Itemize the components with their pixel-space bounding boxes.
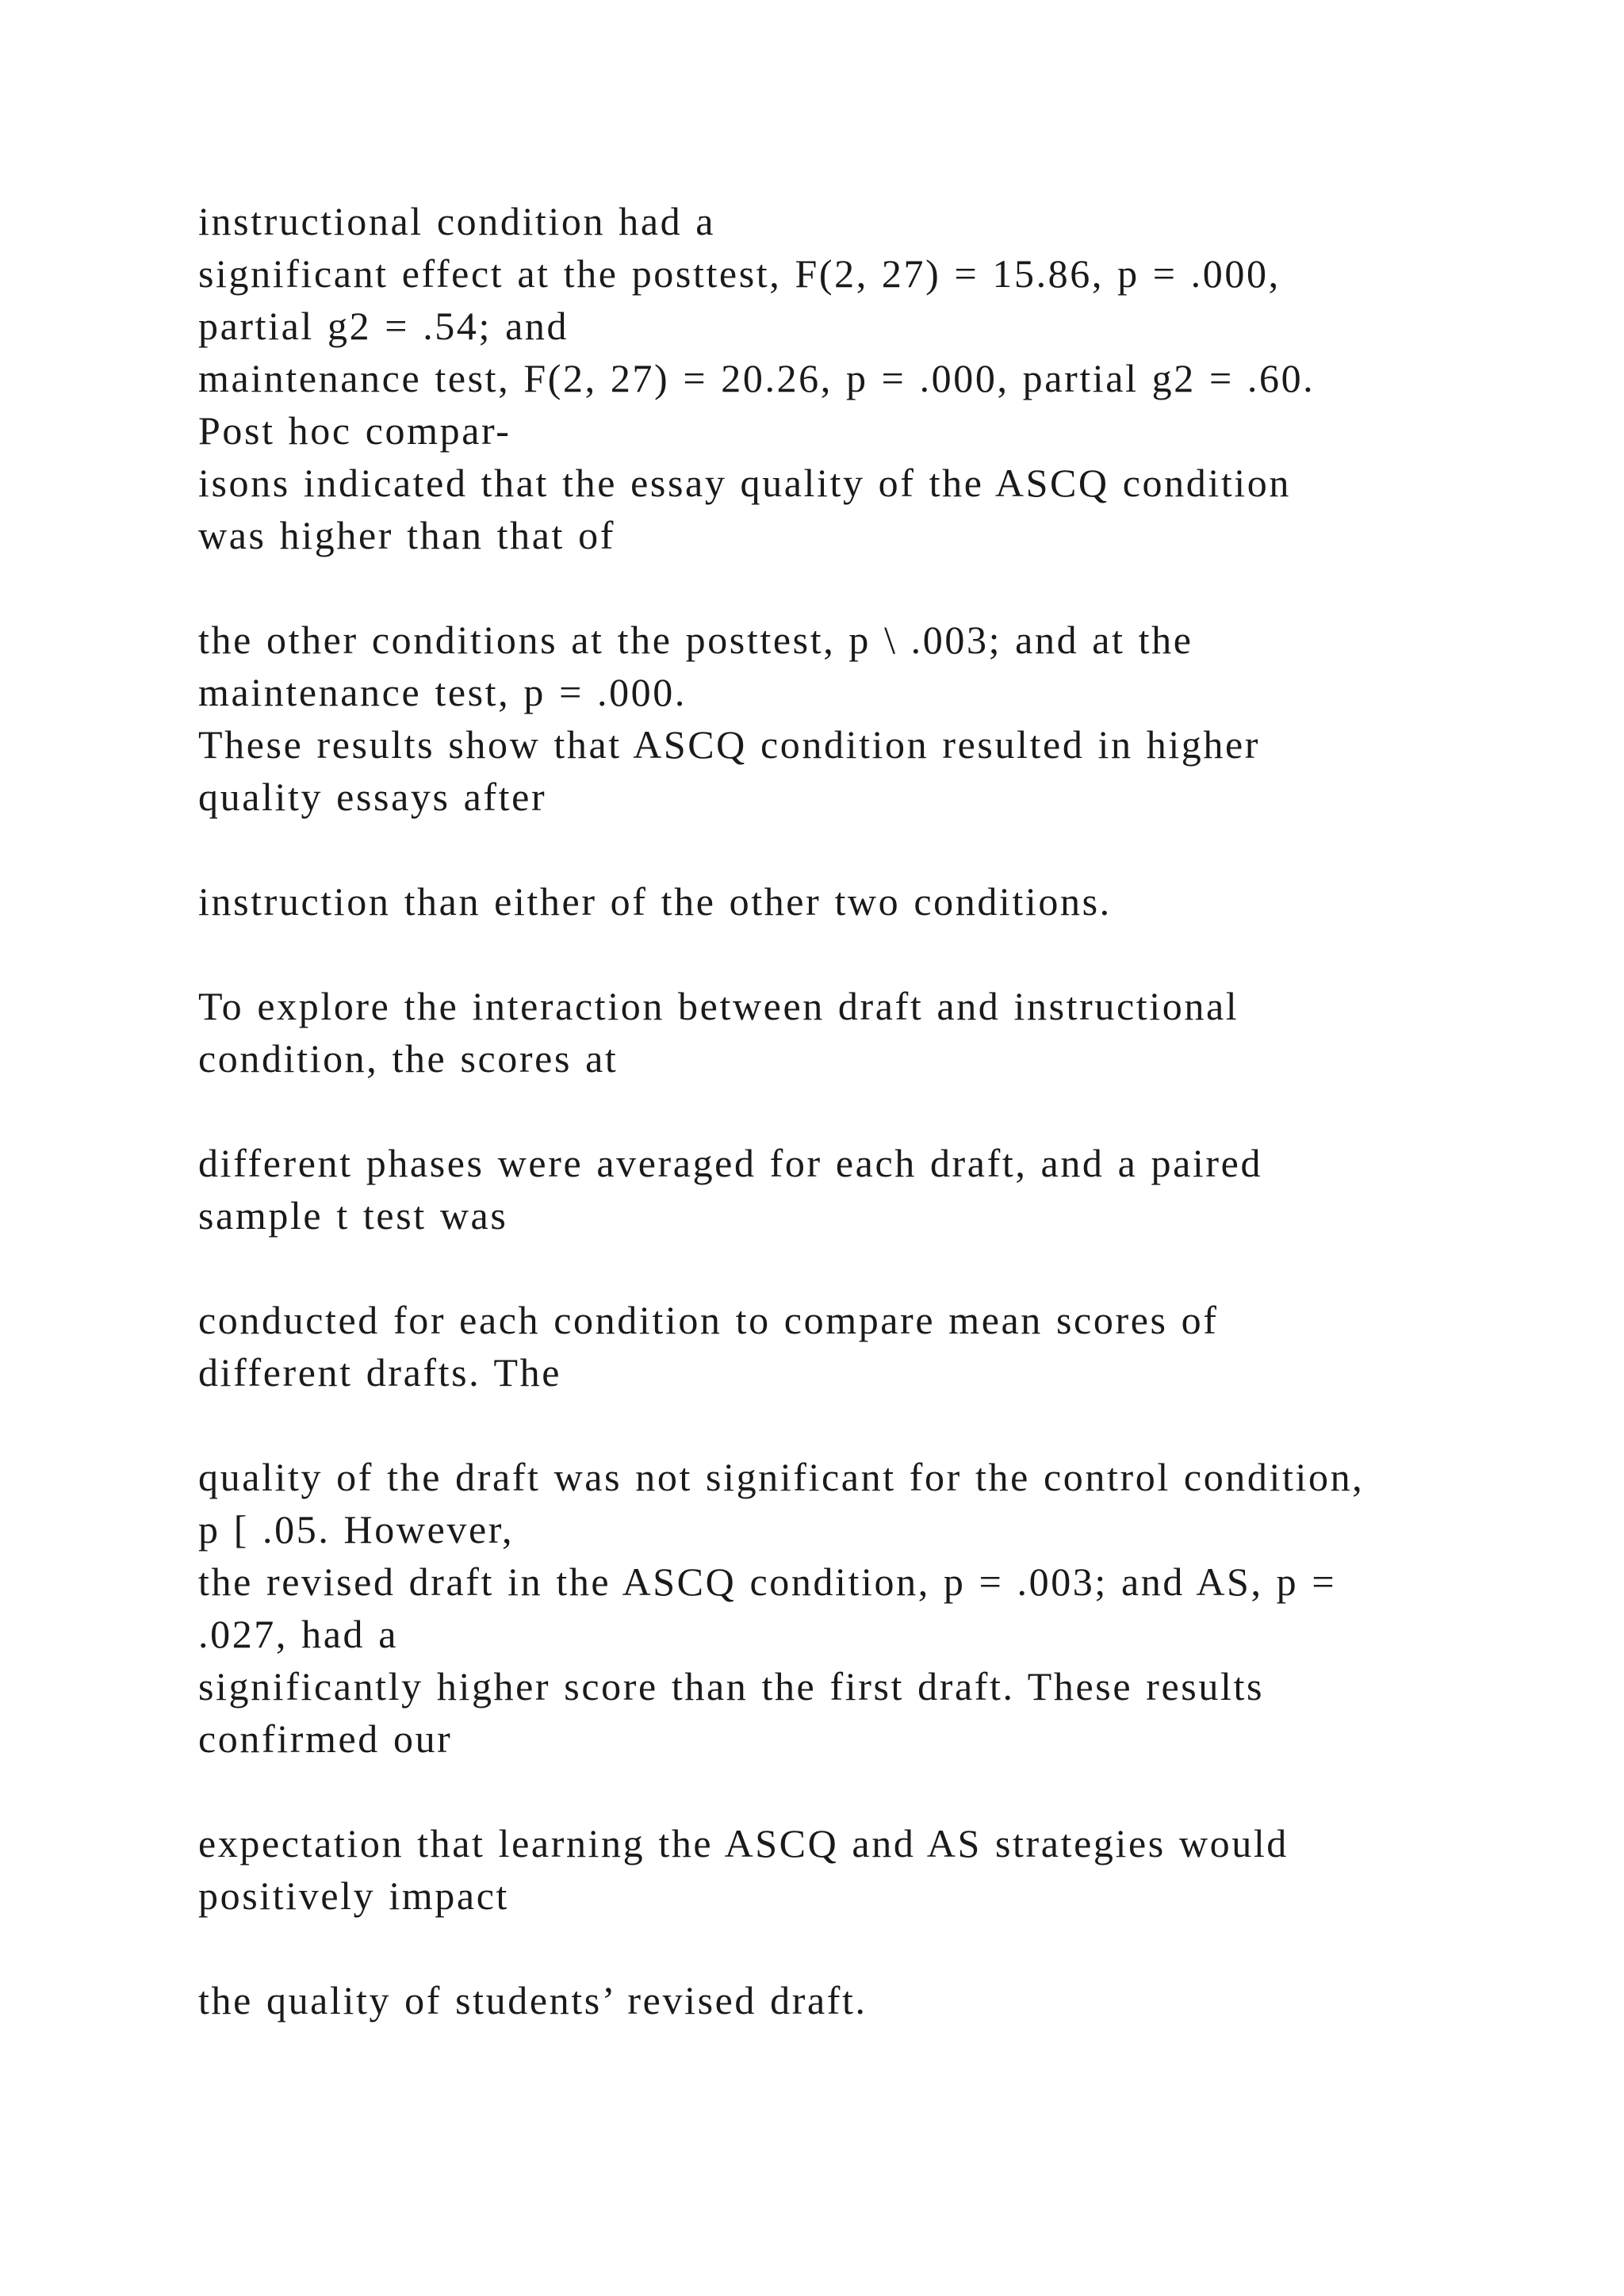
text-line: maintenance test, F(2, 27) = 20.26, p = .000, partial g2 = .60. — [198, 356, 1316, 400]
blank-line — [198, 928, 1507, 980]
text-line: conducted for each condition to compare mean scores of — [198, 1298, 1219, 1342]
text-line: These results show that ASCQ condition resulted in higher — [198, 722, 1261, 767]
text-line: To explore the interaction between draft and instructional — [198, 984, 1239, 1028]
text-line: quality essays after — [198, 775, 547, 819]
text-line: confirmed our — [198, 1716, 453, 1761]
text-line: Post hoc compar- — [198, 408, 511, 453]
text-line: .027, had a — [198, 1612, 398, 1656]
text-line: different drafts. The — [198, 1350, 561, 1395]
blank-line — [198, 561, 1507, 614]
text-line: expectation that learning the ASCQ and AS strategies would — [198, 1821, 1289, 1866]
text-line: instruction than either of the other two conditions. — [198, 879, 1112, 924]
text-line: quality of the draft was not significant for the control condition, — [198, 1455, 1365, 1499]
text-line: sample t test was — [198, 1193, 508, 1238]
blank-line — [198, 1765, 1507, 1817]
text-line: maintenance test, p = .000. — [198, 670, 687, 714]
text-line: the other conditions at the posttest, p \ .003; and at the — [198, 618, 1193, 662]
text-line: different phases were averaged for each draft, and a paired — [198, 1141, 1263, 1185]
blank-line — [198, 1242, 1507, 1294]
text-line: partial g2 = .54; and — [198, 304, 569, 348]
text-line: the revised draft in the ASCQ condition, p = .003; and AS, p = — [198, 1559, 1337, 1604]
text-line: isons indicated that the essay quality of the ASCQ condition — [198, 461, 1292, 505]
text-line: significantly higher score than the first draft. These results — [198, 1664, 1264, 1709]
text-line: condition, the scores at — [198, 1036, 619, 1081]
text-line: instructional condition had a — [198, 199, 716, 243]
text-line: significant effect at the posttest, F(2, 27) = 15.86, p = .000, — [198, 251, 1281, 296]
text-line: the quality of students’ revised draft. — [198, 1978, 868, 2022]
blank-line — [198, 823, 1507, 875]
text-line: positively impact — [198, 1873, 509, 1918]
blank-line — [198, 1085, 1507, 1137]
text-line: was higher than that of — [198, 513, 616, 557]
blank-line — [198, 1399, 1507, 1451]
blank-line — [198, 1922, 1507, 1974]
body-text — [198, 195, 1507, 2026]
text-line: p [ .05. However, — [198, 1507, 515, 1552]
